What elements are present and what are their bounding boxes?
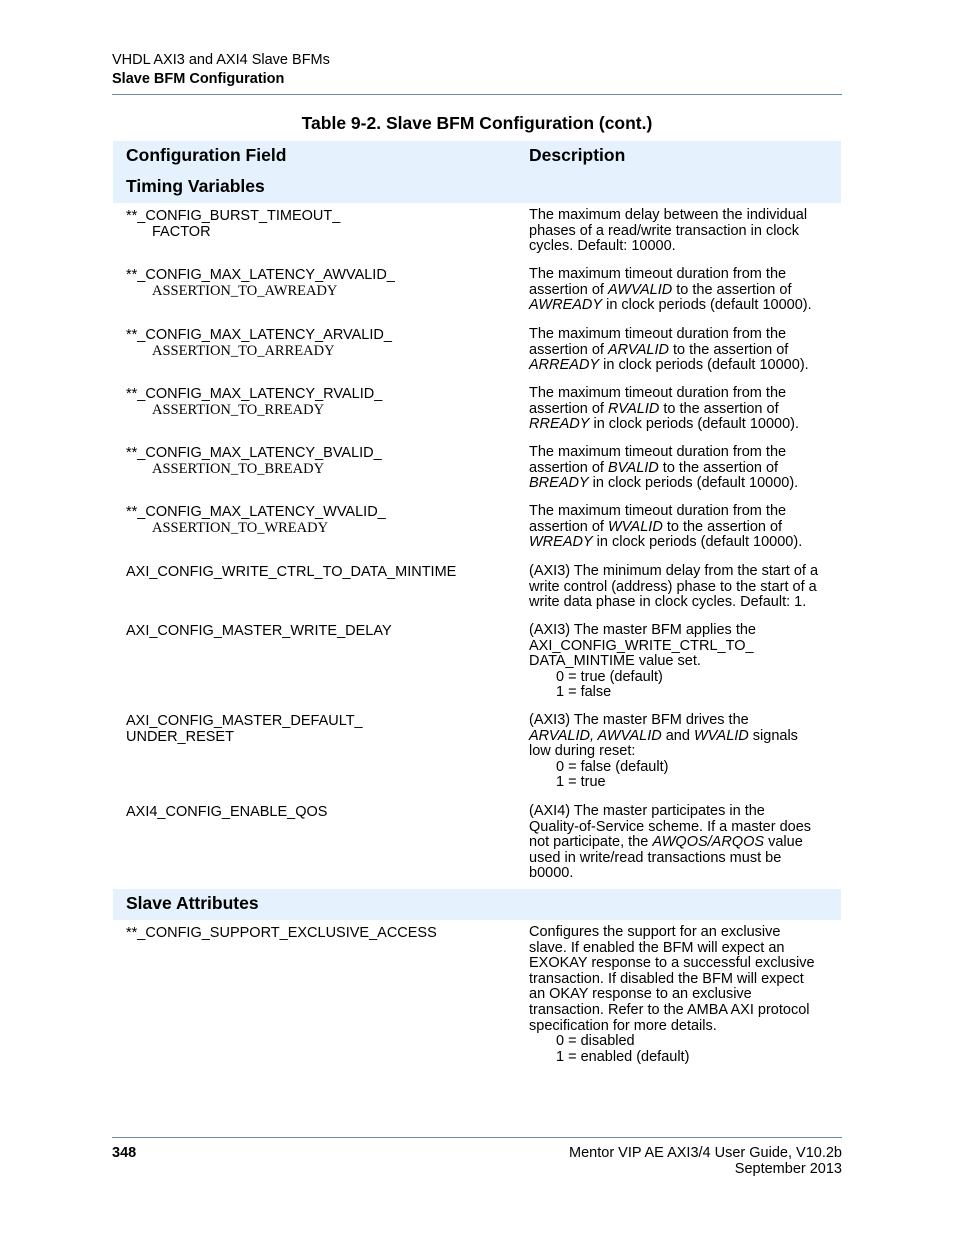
desc-line: (AXI3) The master BFM drives the (529, 712, 749, 728)
desc-line: WREADY in clock periods (default 10000). (529, 534, 803, 551)
column-header-field: Configuration Field (126, 145, 287, 165)
desc-line: cycles. Default: 10000. (529, 238, 676, 255)
desc-line: transaction. Refer to the AMBA AXI protocol (529, 1001, 810, 1018)
field-line: **_CONFIG_MAX_LATENCY_ARVALID_ (126, 327, 392, 343)
page-number: 348 (112, 1145, 137, 1161)
table-row-field (126, 327, 392, 359)
table-row-description (529, 623, 841, 701)
desc-line: (AXI3) The master BFM applies the (529, 622, 756, 638)
desc-line: The maximum timeout duration from the (529, 385, 787, 401)
field-line: ASSERTION_TO_WREADY (152, 520, 329, 536)
footer-guide-title: Mentor VIP AE AXI3/4 User Guide, V10.2b (569, 1145, 842, 1161)
table-row-description (529, 445, 841, 492)
table-row-description (529, 386, 841, 433)
desc-line: slave. If enabled the BFM will expect an (529, 939, 785, 956)
desc-line: assertion of AWVALID to the assertion of (529, 281, 792, 298)
table-row-field (126, 504, 386, 536)
table-row-description (529, 925, 841, 1065)
field-line: AXI_CONFIG_MASTER_WRITE_DELAY (126, 623, 392, 639)
desc-line: write control (address) phase to the start of a (529, 578, 817, 595)
field-line: **_CONFIG_MAX_LATENCY_WVALID_ (126, 504, 386, 520)
desc-line: DATA_MINTIME value set. (529, 653, 701, 670)
field-line: AXI4_CONFIG_ENABLE_QOS (126, 804, 328, 820)
desc-line: The maximum delay between the individual (529, 207, 808, 223)
table-row-field (126, 386, 382, 418)
section-band-slave (113, 889, 841, 920)
table-row-field (126, 623, 392, 639)
option-line: 0 = disabled (556, 1033, 635, 1050)
field-line: ASSERTION_TO_AWREADY (152, 283, 338, 299)
desc-line: BREADY in clock periods (default 10000). (529, 475, 799, 492)
section-header-slave: Slave Attributes (126, 893, 259, 913)
desc-line: assertion of ARVALID to the assertion of (529, 341, 789, 358)
field-line: **_CONFIG_SUPPORT_EXCLUSIVE_ACCESS (126, 925, 437, 941)
table-row-field (126, 713, 363, 745)
option-line: 0 = true (default) (556, 668, 663, 685)
field-line: **_CONFIG_BURST_TIMEOUT_ (126, 208, 341, 224)
table-row-description (529, 208, 841, 255)
table-row-field (126, 564, 456, 580)
footer-date: September 2013 (734, 1161, 842, 1177)
field-line: ASSERTION_TO_BREADY (152, 461, 325, 477)
desc-line: (AXI3) The minimum delay from the start of a (529, 563, 819, 579)
table-row-field (126, 267, 395, 299)
desc-line: transaction. If disabled the BFM will expect (529, 970, 804, 987)
option-line: 0 = false (default) (556, 758, 669, 775)
field-line: **_CONFIG_MAX_LATENCY_BVALID_ (126, 445, 382, 461)
desc-line: Configures the support for an exclusive (529, 924, 781, 940)
table-row-description (529, 327, 841, 374)
table-row-field (126, 208, 340, 240)
column-header-description: Description (529, 145, 626, 165)
desc-line: Quality-of-Service scheme. If a master does (529, 818, 812, 835)
field-line: ASSERTION_TO_ARREADY (152, 343, 335, 359)
option-line: 1 = true (556, 774, 606, 791)
option-line: 1 = enabled (default) (556, 1048, 690, 1065)
running-header-section: Slave BFM Configuration (112, 71, 285, 87)
table-row-field (126, 804, 327, 820)
field-line: FACTOR (152, 224, 211, 240)
desc-line: (AXI4) The master participates in the (529, 803, 765, 819)
header-rule (112, 94, 842, 95)
desc-line: an OKAY response to an exclusive (529, 986, 752, 1003)
table-header-band (113, 141, 841, 203)
desc-line: write data phase in clock cycles. Default: 1. (529, 594, 807, 611)
table-row-description (529, 267, 841, 314)
table-row-description (529, 504, 841, 551)
desc-line: EXOKAY response to a successful exclusive (529, 955, 815, 972)
desc-line: AXI_CONFIG_WRITE_CTRL_TO_ (529, 637, 754, 654)
desc-line: AWREADY in clock periods (default 10000). (529, 297, 812, 314)
table-row-field (126, 925, 437, 941)
table-row-description (529, 713, 841, 791)
desc-line: used in write/read transactions must be (529, 849, 782, 866)
field-line: AXI_CONFIG_MASTER_DEFAULT_ (126, 713, 363, 729)
desc-line: RREADY in clock periods (default 10000). (529, 416, 800, 433)
table-caption: Table 9-2. Slave BFM Configuration (cont.) (301, 113, 653, 133)
desc-line: assertion of WVALID to the assertion of (529, 518, 783, 535)
desc-line: specification for more details. (529, 1017, 717, 1034)
table-row-description (529, 804, 841, 882)
option-line: 1 = false (556, 684, 612, 701)
desc-line: phases of a read/write transaction in clock (529, 222, 799, 239)
desc-line: The maximum timeout duration from the (529, 444, 787, 460)
table-row-description (529, 564, 841, 611)
desc-line: assertion of BVALID to the assertion of (529, 459, 779, 476)
desc-line: The maximum timeout duration from the (529, 326, 787, 342)
field-line: UNDER_RESET (126, 729, 234, 745)
desc-line: The maximum timeout duration from the (529, 266, 787, 282)
field-line: ASSERTION_TO_RREADY (152, 402, 325, 418)
table-row-field (126, 445, 382, 477)
field-line: AXI_CONFIG_WRITE_CTRL_TO_DATA_MINTIME (126, 564, 457, 580)
desc-line: b0000. (529, 865, 574, 882)
footer-rule (112, 1137, 842, 1138)
desc-line: assertion of RVALID to the assertion of (529, 400, 779, 417)
desc-line: ARREADY in clock periods (default 10000). (529, 357, 809, 374)
desc-line: not participate, the AWQOS/ARQOS value (529, 834, 803, 851)
field-line: **_CONFIG_MAX_LATENCY_RVALID_ (126, 386, 383, 402)
desc-line: The maximum timeout duration from the (529, 503, 787, 519)
section-header-timing: Timing Variables (126, 176, 265, 196)
running-header-title: VHDL AXI3 and AXI4 Slave BFMs (112, 52, 330, 68)
desc-line: ARVALID, AWVALID and WVALID signals (529, 727, 798, 744)
field-line: **_CONFIG_MAX_LATENCY_AWVALID_ (126, 267, 395, 283)
desc-line: low during reset: (529, 743, 636, 760)
